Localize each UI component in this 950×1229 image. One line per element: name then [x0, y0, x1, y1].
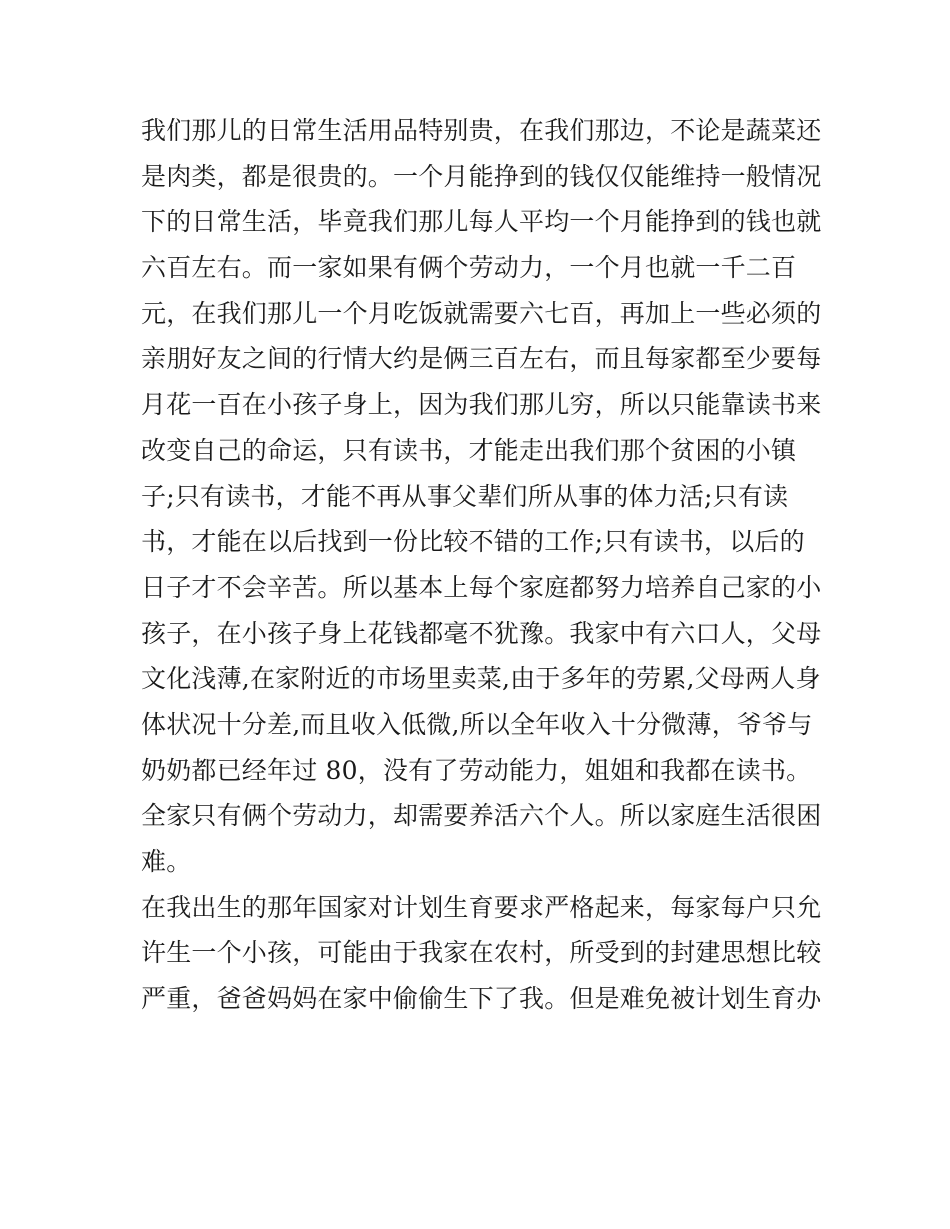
- text-line: 日子才不会辛苦。所以基本上每个家庭都努力培养自己家的小: [141, 572, 822, 602]
- text-line: 子;只有读书，才能不再从事父辈们所从事的体力活;只有读: [141, 481, 789, 511]
- text-line: 严重，爸爸妈妈在家中偷偷生下了我。但是难免被计划生育办: [141, 984, 822, 1014]
- text-line: 许生一个小孩，可能由于我家在农村，所受到的封建思想比较: [141, 938, 822, 968]
- text-line: 全家只有俩个劳动力，却需要养活六个人。所以家庭生活很困: [141, 801, 822, 831]
- text-line: 元，在我们那儿一个月吃饭就需要六七百，再加上一些必须的: [141, 298, 822, 328]
- text-line: 体状况十分差,而且收入低微,所以全年收入十分微薄，爷爷与: [141, 709, 813, 739]
- text-line: 下的日常生活，毕竟我们那儿每人平均一个月能挣到的钱也就: [141, 207, 822, 237]
- text-line: 文化浅薄,在家附近的市场里卖菜,由于多年的劳累,父母两人身: [141, 664, 821, 694]
- text-line: 亲朋好友之间的行情大约是俩三百左右，而且每家都至少要每: [141, 344, 822, 374]
- text-line: 书，才能在以后找到一份比较不错的工作;只有读书，以后的: [141, 527, 805, 557]
- text-line: 改变自己的命运，只有读书，才能走出我们那个贫困的小镇: [141, 435, 797, 465]
- text-line: 月花一百在小孩子身上，因为我们那儿穷，所以只能靠读书来: [141, 390, 822, 420]
- text-line: 孩子，在小孩子身上花钱都毫不犹豫。我家中有六口人，父母: [141, 618, 822, 648]
- text-line: 我们那儿的日常生活用品特别贵，在我们那边，不论是蔬菜还: [141, 116, 822, 145]
- text-line: 六百左右。而一家如果有俩个劳动力，一个月也就一千二百: [141, 253, 797, 283]
- text-line: 是肉类，都是很贵的。一个月能挣到的钱仅仅能维持一般情况: [141, 161, 822, 191]
- text-line: 奶奶都已经年过 80，没有了劳动能力，姐姐和我都在读书。: [141, 755, 812, 785]
- text-line: 难。: [141, 847, 192, 876]
- text-line: 在我出生的那年国家对计划生育要求严格起来，每家每户只允: [141, 892, 822, 922]
- body-text: [141, 108, 821, 1022]
